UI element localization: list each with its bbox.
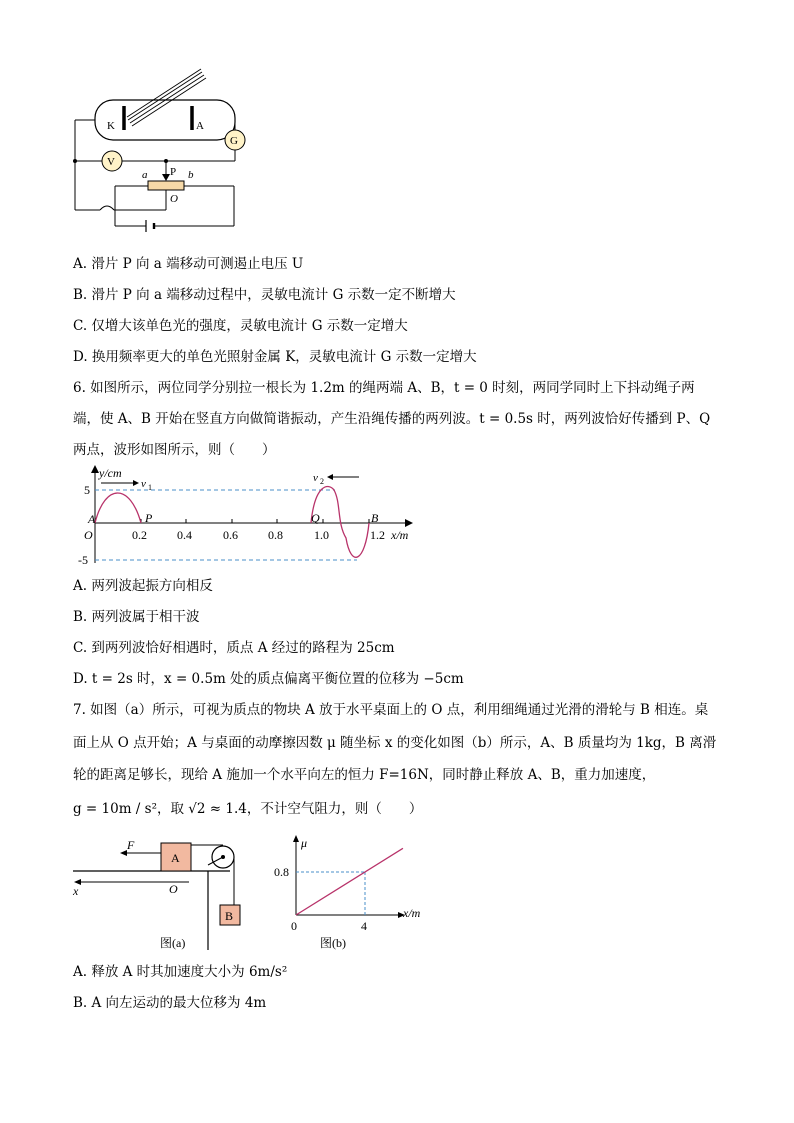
force-arrow <box>120 850 127 856</box>
light-rays <box>127 69 206 126</box>
x-tick-0.2: 0.2 <box>132 528 147 542</box>
q6-option-d: D. t = 2s 时，x = 0.5m 处的质点偏离平衡位置的位移为 −5cm <box>73 671 464 687</box>
q7-stem-line-3: 轮的距离足够长，现给 A 施加一个水平向左的恒力 F=16N，同时静止释放 A、B，重力加速度， <box>73 767 656 783</box>
arrow-v1 <box>133 480 139 486</box>
x-tick-1.2: 1.2 <box>370 528 385 542</box>
point-p-label: P <box>145 511 153 525</box>
q6-stem-line-1: 6. 如图所示，两位同学分别拉一根长为 1.2m 的绳两端 A、B，t = 0 时刻，两同学同时上下抖动绳子两 <box>73 380 695 396</box>
q6-stem-line-3: 两点，波形如图所示，则（ ） <box>73 442 276 458</box>
vacuum-tube <box>95 100 235 140</box>
rheostat <box>148 181 184 190</box>
x-tick-0.6: 0.6 <box>223 528 238 542</box>
caption-7a: 图(a) <box>160 936 186 950</box>
x-label-7a: x <box>73 884 79 898</box>
circuit-wires <box>75 120 235 226</box>
x-tick-0.8: 0.8 <box>268 528 283 542</box>
origin-label: O <box>84 528 93 542</box>
origin-7b: 0 <box>291 919 297 933</box>
wave-right <box>311 486 369 557</box>
label-v: V <box>107 156 115 168</box>
q7-option-b: B. A 向左运动的最大位移为 4m <box>73 995 267 1011</box>
q6-option-b: B. 两列波属于相干波 <box>73 609 200 625</box>
point-b-label: B <box>371 511 379 525</box>
wave-left <box>95 493 141 523</box>
v1-label: v <box>141 478 146 490</box>
point-q-label: Q <box>311 511 320 525</box>
slider-arrow <box>162 174 170 181</box>
q5-option-a: A. 滑片 P 向 a 端移动可测遏止电压 U <box>73 256 304 272</box>
label-b-end: b <box>188 169 194 181</box>
block-a-label: A <box>171 851 180 865</box>
figure-7a <box>65 835 245 955</box>
v1-subscript: 1 <box>148 483 152 492</box>
x-tick-1.0: 1.0 <box>314 528 329 542</box>
o-label-7a: O <box>169 882 178 896</box>
x-axis-label: x/m <box>391 528 409 542</box>
q7-stem-line-4: g = 10m / s²，取 √2 ≈ 1.4，不计空气阻力，则（ ） <box>73 801 423 817</box>
label-a-end: a <box>142 169 148 181</box>
q6-stem-line-2: 端，使 A、B 开始在竖直方向做简谐振动，产生沿绳传播的两列波。t = 0.5s 时，两列波恰好传播到 P、Q <box>73 411 711 427</box>
figure-7b <box>270 830 430 955</box>
q5-option-d: D. 换用频率更大的单色光照射金属 K，灵敏电流计 G 示数一定增大 <box>73 349 477 365</box>
point-a-label: A <box>88 512 96 526</box>
q7-option-a: A. 释放 A 时其加速度大小为 6m/s² <box>73 964 288 980</box>
caption-7b: 图(b) <box>320 936 346 950</box>
wave-figure <box>75 463 420 573</box>
label-k: K <box>107 120 115 132</box>
q6-option-c: C. 到两列波恰好相遇时，质点 A 经过的路程为 25cm <box>73 640 395 656</box>
label-g: G <box>230 135 238 147</box>
mu-line <box>296 848 403 915</box>
arrow-v2 <box>327 474 333 480</box>
mu-axis-label: μ <box>301 836 308 850</box>
x-tick-0.4: 0.4 <box>177 528 192 542</box>
q7-stem-line-2: 面上从 O 点开始；A 与桌面的动摩擦因数 μ 随坐标 x 的变化如图（b）所示，A、B 质量均为 1kg，B 离滑 <box>73 735 717 751</box>
y-axis-label: y/cm <box>99 466 122 480</box>
y-tick-0.8: 0.8 <box>274 865 289 879</box>
y-tick-neg5: -5 <box>78 553 88 567</box>
q5-option-b: B. 滑片 P 向 a 端移动过程中，灵敏电流计 G 示数一定不断增大 <box>73 287 456 303</box>
v2-label: v <box>313 472 318 484</box>
force-label: F <box>127 838 135 852</box>
photoelectric-circuit-figure <box>60 60 260 250</box>
label-o: O <box>170 193 178 205</box>
x-tick-4: 4 <box>361 919 367 933</box>
x-axis-label-7b: x/m <box>403 906 421 920</box>
v2-subscript: 2 <box>320 477 324 486</box>
y-tick-5: 5 <box>84 483 90 497</box>
q5-option-c: C. 仅增大该单色光的强度，灵敏电流计 G 示数一定增大 <box>73 318 408 334</box>
q6-option-a: A. 两列波起振方向相反 <box>73 578 213 594</box>
q7-stem-line-1: 7. 如图（a）所示，可视为质点的物块 A 放于水平桌面上的 O 点，利用细绳通过光滑的滑轮与 B 相连。桌 <box>73 702 709 718</box>
label-a-anode: A <box>196 120 204 132</box>
label-p: P <box>170 166 177 178</box>
block-b-label: B <box>225 909 234 923</box>
